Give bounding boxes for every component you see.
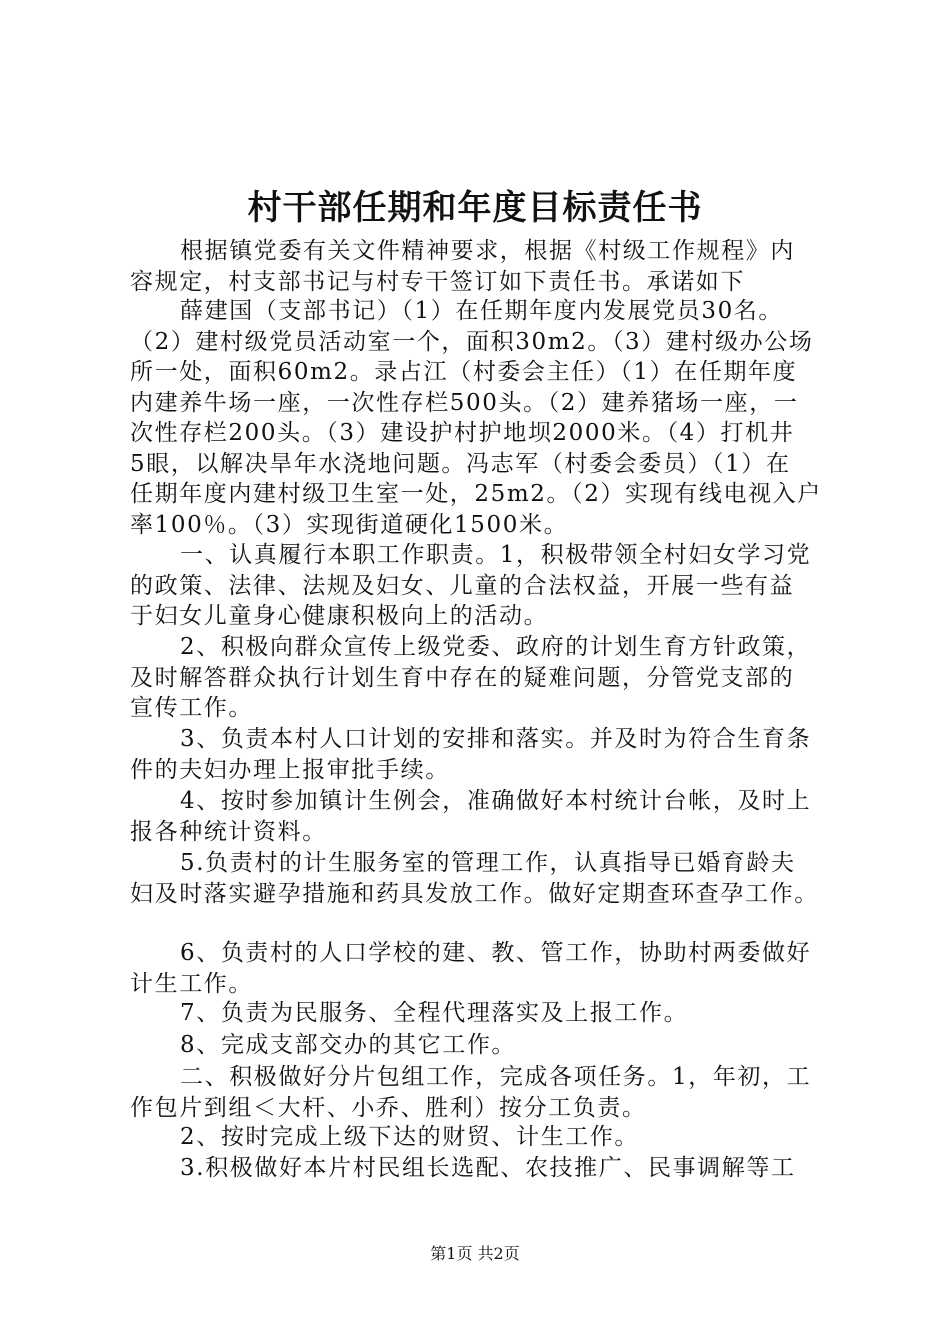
paragraph-line: 件的夫妇办理上报审批手续。 bbox=[130, 756, 450, 783]
paragraph bbox=[130, 1122, 850, 1153]
paragraph-line: 内建养牛场一座，一次性存栏500头。（2）建养猪场一座，一 bbox=[130, 389, 799, 416]
paragraph-line: 作包片到组＜大杆、小乔、胜利）按分工负责。 bbox=[130, 1094, 647, 1121]
paragraph-line: 4、按时参加镇计生例会，准确做好本村统计台帐，及时上 bbox=[180, 788, 812, 814]
paragraph bbox=[130, 540, 850, 632]
paragraph-line: 宣传工作。 bbox=[130, 695, 253, 721]
paragraph-line: 次性存栏200头。（3）建设护村护地坝2000米。（4）打机井 bbox=[130, 420, 795, 446]
paragraph-line: 5眼，以解决旱年水浇地问题。冯志军（村委会委员）（1）在 bbox=[130, 450, 791, 477]
paragraph bbox=[130, 1153, 850, 1184]
paragraph-line: 报各种统计资料。 bbox=[130, 818, 327, 845]
paragraph-line: 率100％。（3）实现街道硬化1500米。 bbox=[130, 511, 569, 538]
paragraph-line: 妇及时落实避孕措施和药具发放工作。做好定期查环查孕工作。 bbox=[130, 880, 819, 907]
paragraph-line: 于妇女儿童身心健康积极向上的活动。 bbox=[130, 603, 549, 629]
paragraph-line: 计生工作。 bbox=[130, 970, 253, 997]
paragraph-line: 一、认真履行本职工作职责。1，积极带领全村妇女学习党 bbox=[180, 542, 812, 568]
paragraph bbox=[130, 724, 850, 785]
paragraph-line: 所一处，面积60m2。录占江（村委会主任）（1）在任期年度 bbox=[130, 359, 798, 385]
paragraph-line: 3.积极做好本片村民组长选配、农技推广、民事调解等工 bbox=[180, 1155, 796, 1181]
paragraph bbox=[130, 1062, 850, 1123]
page-title: 村干部任期和年度目标责任书 bbox=[247, 188, 703, 228]
paragraph-line: 二、积极做好分片包组工作，完成各项任务。1，年初，工 bbox=[180, 1064, 812, 1090]
paragraph-line: 7、负责为民服务、全程代理落实及上报工作。 bbox=[180, 1000, 689, 1026]
paragraph-line: 容规定，村支部书记与村专干签订如下责任书。承诺如下 bbox=[130, 268, 745, 295]
paragraph-line: 6、负责村的人口学校的建、教、管工作，协助村两委做好 bbox=[180, 940, 812, 966]
paragraph-line: 5.负责村的计生服务室的管理工作，认真指导已婚育龄夫 bbox=[180, 850, 796, 876]
paragraph bbox=[130, 632, 850, 724]
paragraph-line: 3、负责本村人口计划的安排和落实。并及时为符合生育条 bbox=[180, 726, 812, 752]
paragraph-line: 2、积极向群众宣传上级党委、政府的计划生育方针政策， bbox=[180, 634, 812, 660]
paragraph bbox=[130, 938, 850, 999]
paragraph bbox=[130, 998, 850, 1029]
paragraph-line: 8、完成支部交办的其它工作。 bbox=[180, 1032, 517, 1058]
paragraph bbox=[130, 236, 850, 297]
paragraph-line: 及时解答群众执行计划生育中存在的疑难问题，分管党支部的 bbox=[130, 664, 795, 691]
paragraph-line: 任期年度内建村级卫生室一处，25m2。（2）实现有线电视入户 bbox=[130, 481, 822, 507]
paragraph-line: 2、按时完成上级下达的财贸、计生工作。 bbox=[180, 1124, 640, 1150]
paragraph-line: 根据镇党委有关文件精神要求，根据《村级工作规程》内 bbox=[180, 238, 795, 264]
paragraph-line: 的政策、法律、法规及妇女、儿童的合法权益，开展一些有益 bbox=[130, 572, 795, 599]
paragraph-line: （2）建村级党员活动室一个，面积30m2。（3）建村级办公场 bbox=[130, 328, 814, 355]
page-footer: 第1页 共2页 bbox=[430, 1244, 520, 1263]
paragraph bbox=[130, 786, 850, 847]
paragraph bbox=[130, 296, 850, 540]
paragraph-line: 薛建国（支部书记）（1）在任期年度内发展党员30名。 bbox=[180, 298, 783, 324]
paragraph bbox=[130, 1030, 850, 1061]
paragraph bbox=[130, 848, 850, 909]
